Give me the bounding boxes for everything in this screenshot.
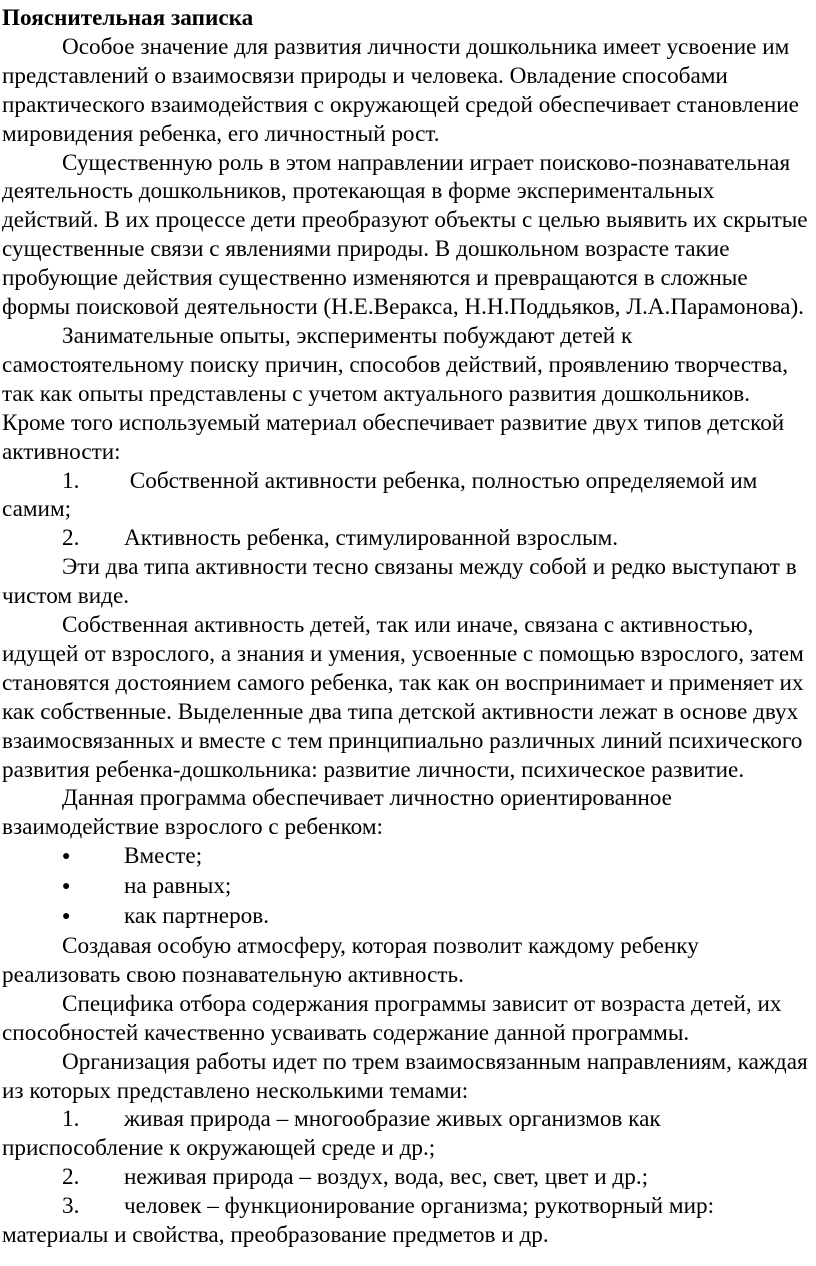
list-item-text: Собственной активности ребенка, полностью определяемой им самим; [2,467,758,523]
list-number: 2. [62,525,80,552]
bullet-icon: ● [62,879,71,895]
paragraph-two-types: Эти два типа активности тесно связаны между собой и редко выступают в чистом виде. [2,554,797,610]
bullet-text: на равных; [124,873,232,900]
list-item-text: человек – функционирование организма; рукотворный мир: материалы и свойства, преобразование предметов и др. [2,1193,715,1249]
bullet-item [2,902,808,932]
paragraph-intro: Особое значение для развития личности дошкольника имеет усвоение им представлений о взаимосвязи природы и человека. Овладение способами практического взаимодействия с окружающей средой обеспечивает становление мировидения ребенка, его личностный рост. [2,33,799,147]
list-number: 1. [62,467,80,494]
bullet-item [2,872,808,902]
list-number: 2. [62,1164,80,1191]
paragraph-organization: Организация работы идет по трем взаимосвязанным направлениям, каждая из которых представлено несколькими темами: [2,1048,808,1104]
bullet-icon: ● [62,849,71,865]
bullet-item [2,842,808,872]
direction-item [2,1163,808,1192]
direction-item [2,1192,808,1250]
direction-item [2,1105,808,1163]
paragraph-atmosphere: Создавая особую атмосферу, которая позволит каждому ребенку реализовать свою познавательную активность. [2,933,699,988]
activity-type-item [2,524,808,553]
bullet-icon: ● [62,909,71,925]
paragraph-own-activity: Собственная активность детей, так или иначе, связана с активностью, идущей от взрослого, а знания и умения, усвоенные с помощью взрослого, затем становятся достоянием самого ребенка, так как он воспринимает и применяет их как собственные. Выделенные два типа детской активности лежат в основе двух взаимосвязанных и вместе с тем принципиально различных линий психического развития ребенка-дошкольника: развитие личности, психическое развитие. [2,612,804,783]
list-number: 3. [62,1193,80,1220]
bullet-text: как партнеров. [124,903,270,930]
paragraph-search-activity: Существенную роль в этом направлении играет поисково-познавательная деятельность дошкольников, протекающая в форме экспериментальных действий. В их процессе дети преобразуют объекты с целью выявить их скрытые существенные связи с явлениями природы. В дошкольном возрасте такие пробующие действия существенно изменяются и превращаются в сложные формы поисковой деятельности (Н.Е.Веракса, Н.Н.Поддьяков, Л.А.Парамонова). [2,149,808,321]
paragraph-experiments: Занимательные опыты, эксперименты побуждают детей к самостоятельному поиску причин, способов действий, проявлению творчества, так как опыты представлены с учетом актуального развития дошкольников. Кроме того используемый материал обеспечивает развитие двух типов детской активности: [2,322,789,465]
paragraph-specifics: Специфика отбора содержания программы зависит от возраста детей, их способностей качественно усваивать содержание данной программы. [2,990,782,1046]
list-number: 1. [62,1106,80,1133]
list-item-text: Активность ребенка, стимулированной взрослым. [124,525,619,552]
bullet-text: Вместе; [124,843,203,870]
paragraph-program: Данная программа обеспечивает личностно ориентированное взаимодействие взрослого с ребенком: [2,785,672,841]
activity-type-item [2,467,808,525]
document-title: Пояснительная записка [2,5,254,31]
list-item-text: живая природа – многообразие живых организмов как приспособление к окружающей среде и др.; [2,1106,661,1162]
list-item-text: неживая природа – воздух, вода, вес, свет, цвет и др.; [124,1164,649,1191]
